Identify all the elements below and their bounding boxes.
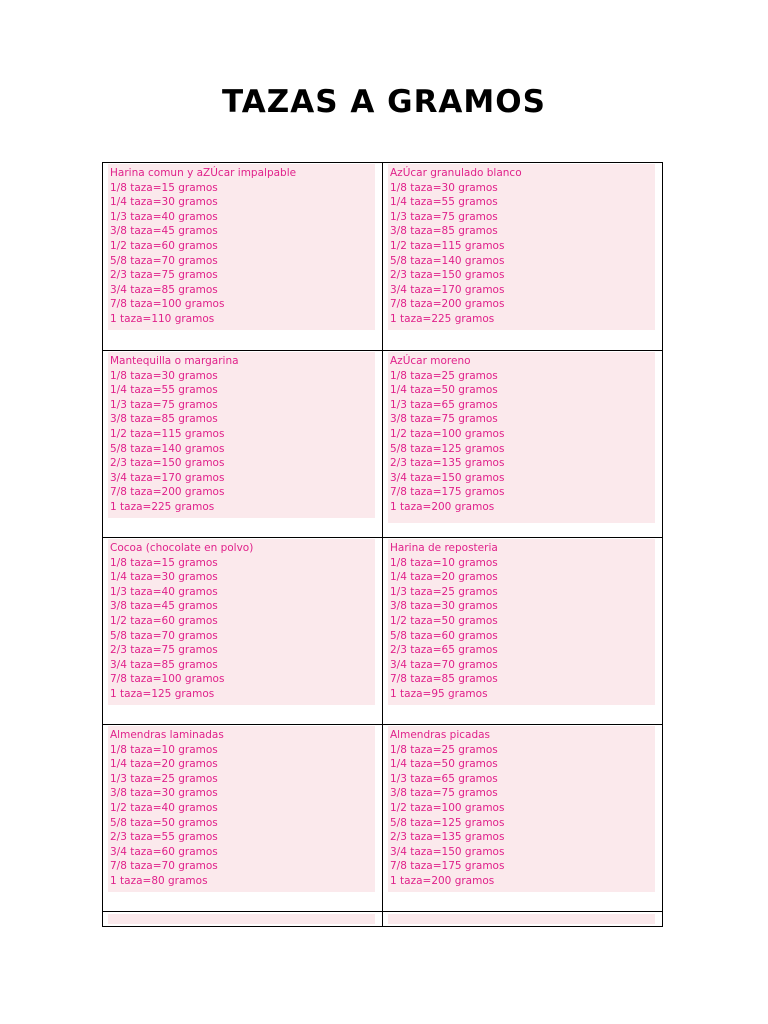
conversion-line: 1 taza=110 gramos — [110, 312, 215, 325]
conversion-line: 1 taza=225 gramos — [110, 500, 215, 513]
conversion-line: 1/3 taza=75 gramos — [110, 398, 218, 411]
table-cell — [383, 351, 663, 538]
conversion-line: 1/4 taza=55 gramos — [110, 384, 218, 397]
table-row — [103, 163, 663, 351]
conversion-line: 3/8 taza=75 gramos — [390, 413, 498, 426]
conversion-title: Cocoa (chocolate en polvo) — [110, 542, 254, 554]
conversion-block — [108, 726, 375, 892]
conversion-block — [388, 726, 655, 892]
conversion-title: Almendras picadas — [390, 729, 491, 741]
conversion-line: 5/8 taza=60 gramos — [390, 629, 498, 642]
conversion-line: 1/3 taza=75 gramos — [390, 210, 498, 223]
conversion-line: 1/4 taza=20 gramos — [390, 571, 498, 584]
conversion-line: 1/8 taza=15 gramos — [110, 556, 218, 569]
table-cell-empty — [103, 912, 383, 927]
table-row — [103, 912, 663, 927]
table-cell — [103, 351, 383, 538]
conversion-line: 3/4 taza=170 gramos — [390, 283, 505, 296]
conversion-line: 1/2 taza=60 gramos — [110, 614, 218, 627]
conversion-line: 1/4 taza=30 gramos — [110, 196, 218, 209]
conversion-line: 2/3 taza=135 gramos — [390, 831, 505, 844]
conversion-line: 7/8 taza=200 gramos — [390, 298, 505, 311]
page-title: TAZAS A GRAMOS — [222, 84, 546, 120]
conversion-line: 2/3 taza=75 gramos — [110, 269, 218, 282]
conversion-line: 1/2 taza=115 gramos — [390, 239, 505, 252]
conversion-line: 1/2 taza=50 gramos — [390, 614, 498, 627]
conversion-line: 1/8 taza=25 gramos — [390, 743, 498, 756]
conversion-title: AzÚcar moreno — [390, 355, 471, 367]
conversion-line: 5/8 taza=70 gramos — [110, 254, 218, 267]
conversion-line: 5/8 taza=140 gramos — [390, 254, 505, 267]
conversion-line: 3/8 taza=45 gramos — [110, 225, 218, 238]
conversion-line: 1/2 taza=60 gramos — [110, 239, 218, 252]
conversion-line: 3/8 taza=30 gramos — [110, 787, 218, 800]
conversion-line: 1/3 taza=40 gramos — [110, 585, 218, 598]
conversion-block — [388, 539, 655, 705]
conversion-line: 7/8 taza=175 gramos — [390, 860, 505, 873]
conversion-line: 3/8 taza=45 gramos — [110, 600, 218, 613]
conversion-line: 3/8 taza=85 gramos — [110, 413, 218, 426]
conversion-line: 3/4 taza=70 gramos — [390, 658, 498, 671]
conversion-line: 7/8 taza=85 gramos — [390, 673, 498, 686]
table-row — [103, 351, 663, 538]
conversion-table — [102, 162, 663, 927]
conversion-title: Mantequilla o margarina — [110, 355, 239, 367]
conversion-line: 1/8 taza=15 gramos — [110, 181, 218, 194]
conversion-block — [108, 164, 375, 330]
conversion-block — [108, 539, 375, 705]
conversion-line: 1 taza=225 gramos — [390, 312, 495, 325]
conversion-line: 5/8 taza=50 gramos — [110, 816, 218, 829]
conversion-line: 3/4 taza=60 gramos — [110, 845, 218, 858]
conversion-line: 1/4 taza=30 gramos — [110, 571, 218, 584]
conversion-line: 1/4 taza=20 gramos — [110, 758, 218, 771]
conversion-line: 7/8 taza=100 gramos — [110, 673, 225, 686]
conversion-line: 1 taza=200 gramos — [390, 874, 495, 887]
conversion-line: 3/4 taza=170 gramos — [110, 471, 225, 484]
conversion-line: 2/3 taza=135 gramos — [390, 457, 505, 470]
empty-block — [388, 914, 655, 924]
conversion-line: 7/8 taza=175 gramos — [390, 486, 505, 499]
conversion-title: Harina de reposteria — [390, 542, 498, 554]
conversion-line: 2/3 taza=150 gramos — [110, 457, 225, 470]
conversion-line: 2/3 taza=65 gramos — [390, 644, 498, 657]
conversion-line: 1/8 taza=25 gramos — [390, 369, 498, 382]
conversion-line: 2/3 taza=150 gramos — [390, 269, 505, 282]
table-cell — [383, 725, 663, 912]
conversion-line: 1/3 taza=65 gramos — [390, 398, 498, 411]
conversion-line: 1/8 taza=10 gramos — [390, 556, 498, 569]
conversion-line: 1 taza=80 gramos — [110, 874, 208, 887]
conversion-line: 1 taza=200 gramos — [390, 500, 495, 513]
conversion-line: 1/2 taza=115 gramos — [110, 427, 225, 440]
conversion-line: 5/8 taza=125 gramos — [390, 816, 505, 829]
conversion-line: 1/3 taza=40 gramos — [110, 210, 218, 223]
conversion-line: 7/8 taza=200 gramos — [110, 486, 225, 499]
table-cell — [383, 538, 663, 725]
conversion-line: 3/8 taza=75 gramos — [390, 787, 498, 800]
conversion-block — [108, 352, 375, 518]
conversion-line: 7/8 taza=70 gramos — [110, 860, 218, 873]
conversion-title: Almendras laminadas — [110, 729, 224, 741]
conversion-line: 1 taza=95 gramos — [390, 687, 488, 700]
conversion-line: 1/4 taza=50 gramos — [390, 758, 498, 771]
conversion-line: 3/4 taza=85 gramos — [110, 283, 218, 296]
conversion-line: 1 taza=125 gramos — [110, 687, 215, 700]
conversion-line: 3/4 taza=150 gramos — [390, 845, 505, 858]
conversion-line: 1/2 taza=100 gramos — [390, 801, 505, 814]
conversion-line: 7/8 taza=100 gramos — [110, 298, 225, 311]
conversion-line: 1/3 taza=25 gramos — [390, 585, 498, 598]
conversion-line: 1/4 taza=50 gramos — [390, 384, 498, 397]
conversion-line: 2/3 taza=55 gramos — [110, 831, 218, 844]
table-cell-empty — [383, 912, 663, 927]
conversion-line: 1/8 taza=10 gramos — [110, 743, 218, 756]
conversion-line: 2/3 taza=75 gramos — [110, 644, 218, 657]
conversion-line: 3/4 taza=150 gramos — [390, 471, 505, 484]
table-cell — [383, 163, 663, 351]
conversion-line: 1/3 taza=65 gramos — [390, 772, 498, 785]
table-row — [103, 538, 663, 725]
conversion-block — [388, 164, 655, 330]
conversion-block — [388, 352, 655, 523]
table-cell — [103, 725, 383, 912]
table-row — [103, 725, 663, 912]
conversion-line: 1/4 taza=55 gramos — [390, 196, 498, 209]
conversion-line: 3/4 taza=85 gramos — [110, 658, 218, 671]
conversion-line: 5/8 taza=140 gramos — [110, 442, 225, 455]
conversion-line: 5/8 taza=70 gramos — [110, 629, 218, 642]
conversion-line: 3/8 taza=85 gramos — [390, 225, 498, 238]
conversion-line: 1/2 taza=100 gramos — [390, 427, 505, 440]
table-cell — [103, 163, 383, 351]
conversion-line: 1/8 taza=30 gramos — [390, 181, 498, 194]
conversion-title: AzÚcar granulado blanco — [390, 167, 522, 179]
conversion-line: 1/3 taza=25 gramos — [110, 772, 218, 785]
empty-block — [108, 914, 375, 924]
conversion-line: 5/8 taza=125 gramos — [390, 442, 505, 455]
conversion-title: Harina comun y aZÚcar impalpable — [110, 167, 297, 179]
table-cell — [103, 538, 383, 725]
conversion-line: 1/8 taza=30 gramos — [110, 369, 218, 382]
conversion-line: 1/2 taza=40 gramos — [110, 801, 218, 814]
conversion-line: 3/8 taza=30 gramos — [390, 600, 498, 613]
